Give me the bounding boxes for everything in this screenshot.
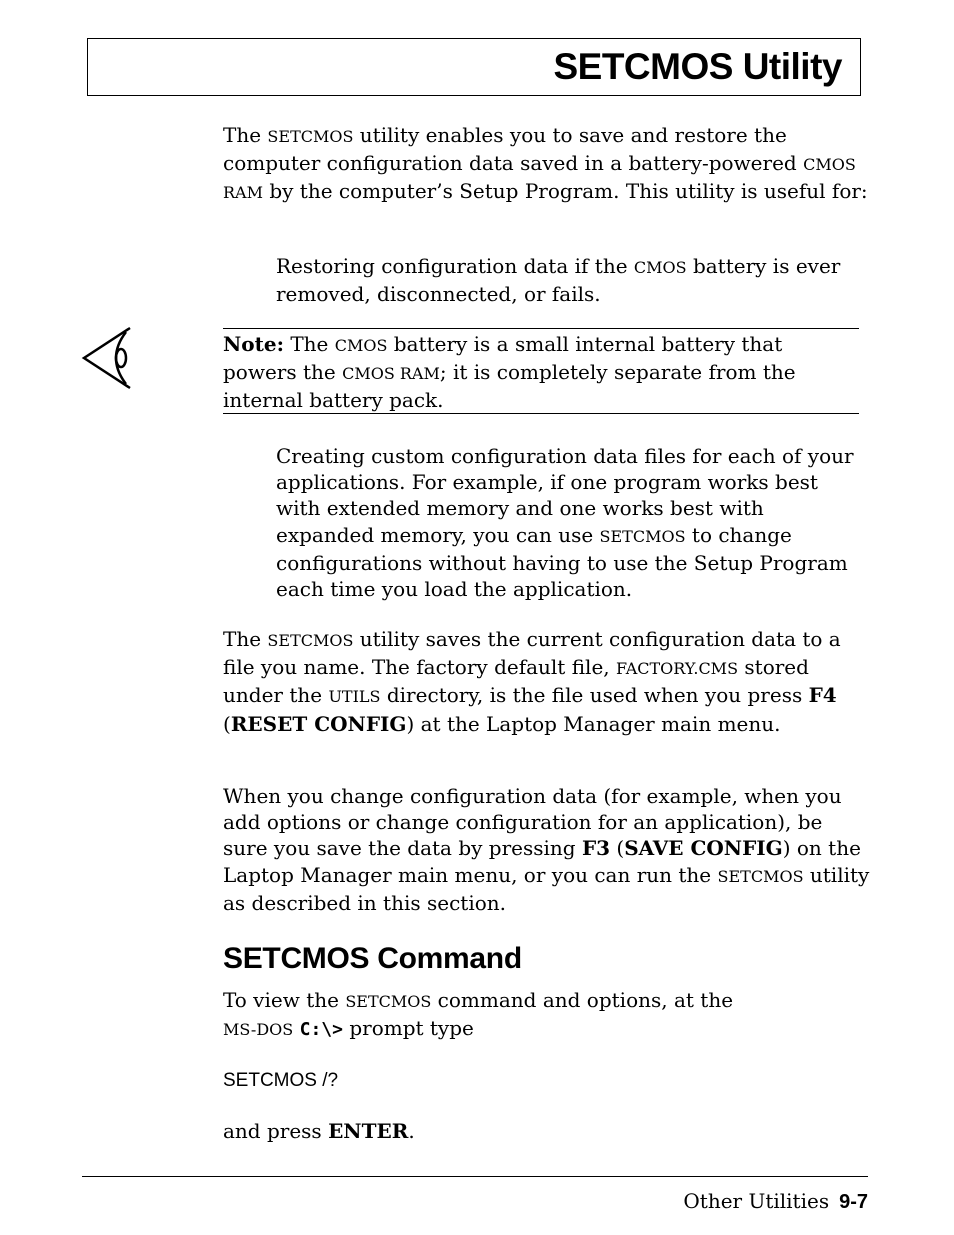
press-enter-paragraph (223, 1118, 623, 1144)
note-cmos-ram: CMOS RAM (342, 364, 440, 384)
para4-setcmos: SETCMOS (345, 992, 432, 1011)
para2-text-f: ) at the Laptop Manager main menu. (406, 711, 781, 736)
para3-text-c: ) on the Laptop Manager main menu, or you can run the (223, 836, 861, 887)
f4-key: F4 (808, 683, 837, 708)
bullet2-text-b: to change configurations without having to use the Setup Program each time you load the application. (276, 522, 848, 602)
para5-text-b: . (408, 1119, 415, 1143)
intro-paragraph (223, 122, 873, 207)
save-paragraph (223, 783, 873, 916)
intro-cmos-ram: CMOS RAM (223, 155, 856, 203)
utils-directory: UTILS (328, 687, 381, 707)
bullet1-text-b: battery is ever removed, disconnected, or fails. (276, 254, 841, 307)
para2-text-b: utility saves the current configuration data to a file you name. The factory default file, (223, 627, 841, 680)
bullet1-cmos: CMOS (633, 258, 687, 277)
factory-paragraph (223, 626, 868, 737)
section-heading: SETCMOS Command (223, 942, 522, 975)
intro-text-b: utility enables you to save and restore the computer configuration data saved in a battery-powered (223, 123, 804, 176)
bullet-restoring (276, 253, 856, 307)
note-cmos: CMOS (334, 336, 388, 355)
intro-setcmos: SETCMOS (267, 127, 354, 146)
note-text-a: The (283, 332, 335, 356)
note-text-b: battery is a small internal battery that powers the (223, 332, 783, 385)
para4-text-b: command and options, at the (431, 988, 734, 1012)
bullet2-setcmos: SETCMOS (599, 526, 686, 546)
enter-key: ENTER (328, 1119, 409, 1143)
footer-rule (82, 1176, 868, 1177)
reset-config-command: RESET CONFIG (230, 711, 407, 736)
note-paragraph (223, 331, 859, 414)
ms-dos-label: MS-DOS (223, 1020, 294, 1040)
note-top-rule (223, 328, 859, 329)
para4-text-c: prompt type (342, 1016, 474, 1041)
footer (683, 1188, 868, 1215)
bullet-creating (276, 443, 866, 602)
note-label: Note: (223, 332, 284, 356)
para2-setcmos: SETCMOS (267, 631, 354, 650)
para4-text-a: To view the (223, 988, 346, 1012)
view-command-paragraph (223, 987, 783, 1043)
page-title: SETCMOS Utility (553, 46, 842, 87)
para2-text-c: stored under the (223, 655, 809, 708)
para3-text-d: utility as described in this section. (223, 862, 870, 915)
title-box (87, 38, 861, 96)
page-number: 9-7 (839, 1191, 868, 1213)
para3-text-a: When you change configuration data (for example, when you add options or change configuration for an application), be sure you save the data by pressing (223, 784, 842, 861)
factory-file-name: FACTORY.CMS (616, 659, 739, 679)
para5-text-a: and press (223, 1119, 329, 1143)
para3-text-b: ( (610, 836, 625, 861)
intro-text-c: by the computer’s Setup Program. This utility is useful for: (262, 179, 868, 204)
command-line: SETCMOS /? (223, 1070, 339, 1091)
dos-prompt: C:\> (299, 1019, 343, 1041)
bullet2-text-a: Creating custom configuration data files for each of your applications. For example, if one program works best with extended memory and one works best with expanded memory, you can use (276, 444, 854, 547)
para3-setcmos: SETCMOS (717, 866, 804, 886)
note-text-c: ; it is completely separate from the internal battery pack. (223, 360, 796, 413)
para2-text-d: directory, is the file used when you press (380, 683, 809, 708)
save-config-command: SAVE CONFIG (624, 836, 783, 861)
para2-text-a: The (223, 627, 268, 651)
note-bottom-rule (223, 413, 859, 414)
bullet1-text-a: Restoring configuration data if the (276, 254, 634, 278)
intro-text-a: The (223, 123, 268, 147)
para2-text-e: ( (223, 711, 231, 736)
eye-icon (80, 326, 136, 390)
footer-section-name: Other Utilities (683, 1189, 830, 1213)
f3-key: F3 (581, 836, 611, 861)
